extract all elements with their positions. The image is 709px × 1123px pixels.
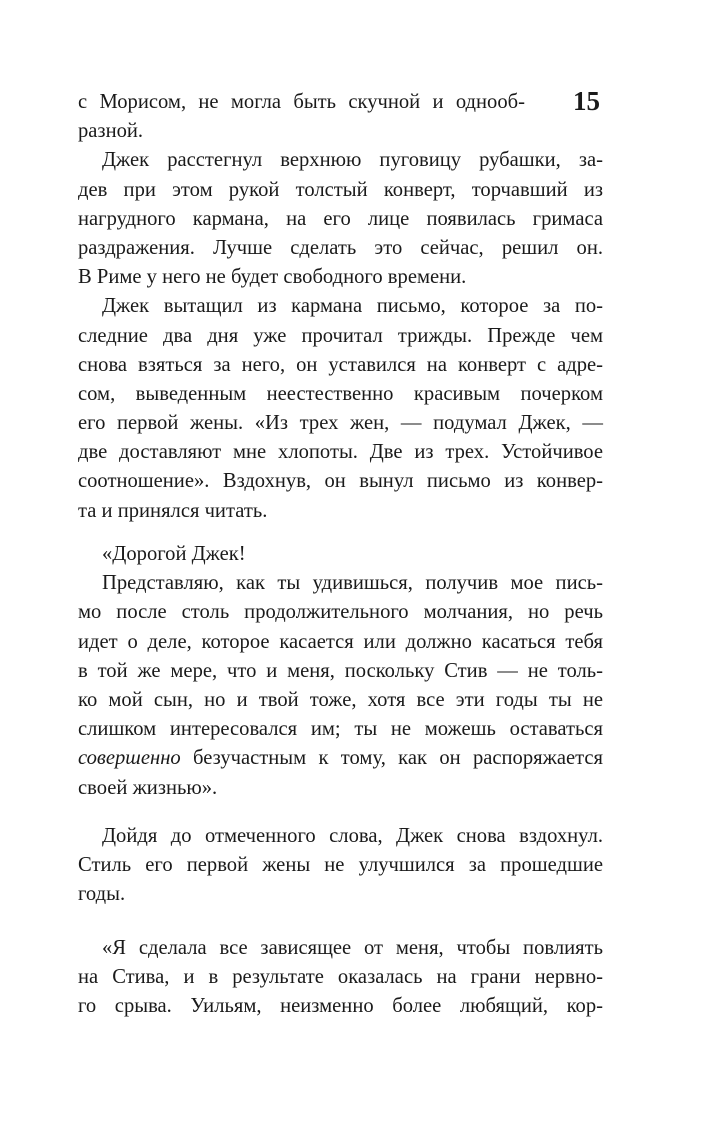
text-line: раздражения. Лучше сделать это сейчас, решил он. [78,236,603,259]
paragraph-block-1 [78,88,603,526]
text-fragment: безучастным к тому, как он распоряжается [180,747,603,770]
text-line: слишком интересовался им; ты не можешь оставаться [78,718,603,741]
text-line: его первой жены. «Из трех жен, — подумал Джек, — [78,412,603,435]
text-line: две доставляют мне хлопоты. Две из трех. Устойчивое [78,441,603,464]
text-line: мо после столь продолжительного молчания, но речь [78,601,603,624]
text-line: В Риме у него не будет свободного времени. [78,266,467,289]
text-line: Представляю, как ты удивишься, получив мое пись- [102,572,603,595]
text-line: годы. [78,883,126,906]
paragraph-block-2 [78,822,603,910]
text-line: идет о деле, которое касается или должно касаться тебя [78,630,603,653]
text-line: Стиль его первой жены не улучшился за прошедшие [78,854,603,877]
text-line: снова взяться за него, он уставился на конверт с адре- [78,353,603,376]
text-line: разной. [78,120,144,143]
text-line: Дойдя до отмеченного слова, Джек снова вздохнул. [102,825,603,847]
text-line: та и принялся читать. [78,499,268,522]
text-line: дев при этом рукой толстый конверт, торчавший из [78,178,603,201]
text-line: «Дорогой Джек! [102,543,246,565]
text-line: нагрудного кармана, на его лице появилась гримаса [78,207,603,230]
text-line: «Я сделала все зависящее от меня, чтобы повлиять [102,937,603,959]
text-line: в той же мере, что и меня, поскольку Стив — не толь- [78,659,603,682]
text-line: ко мой сын, но и твой тоже, хотя все эти годы ты не [78,688,603,711]
letter-block-1 [78,540,603,803]
text-line: своей жизнью». [78,776,218,799]
text-line: на Стива, и в результате оказалась на грани нервно- [78,966,603,989]
letter-block-2 [78,934,603,1022]
text-line: с Морисом, не могла быть скучной и однооб- [78,91,525,113]
text-line: соотношение». Вздохнув, он вынул письмо из конвер- [78,470,603,493]
text-line: Джек расстегнул верхнюю пуговицу рубашки, за- [102,149,603,172]
text-line [78,744,603,773]
text-line: Джек вытащил из кармана письмо, которое за по- [102,295,603,318]
text-line: сом, выведенным неестественно красивым почерком [78,382,603,405]
emphasized-word: совершенно [78,747,181,770]
page-number: 15 [573,86,600,116]
text-line: следние два дня уже прочитал трижды. Прежде чем [78,324,603,347]
text-line: го срыва. Уильям, неизменно более любящий, кор- [78,995,603,1018]
